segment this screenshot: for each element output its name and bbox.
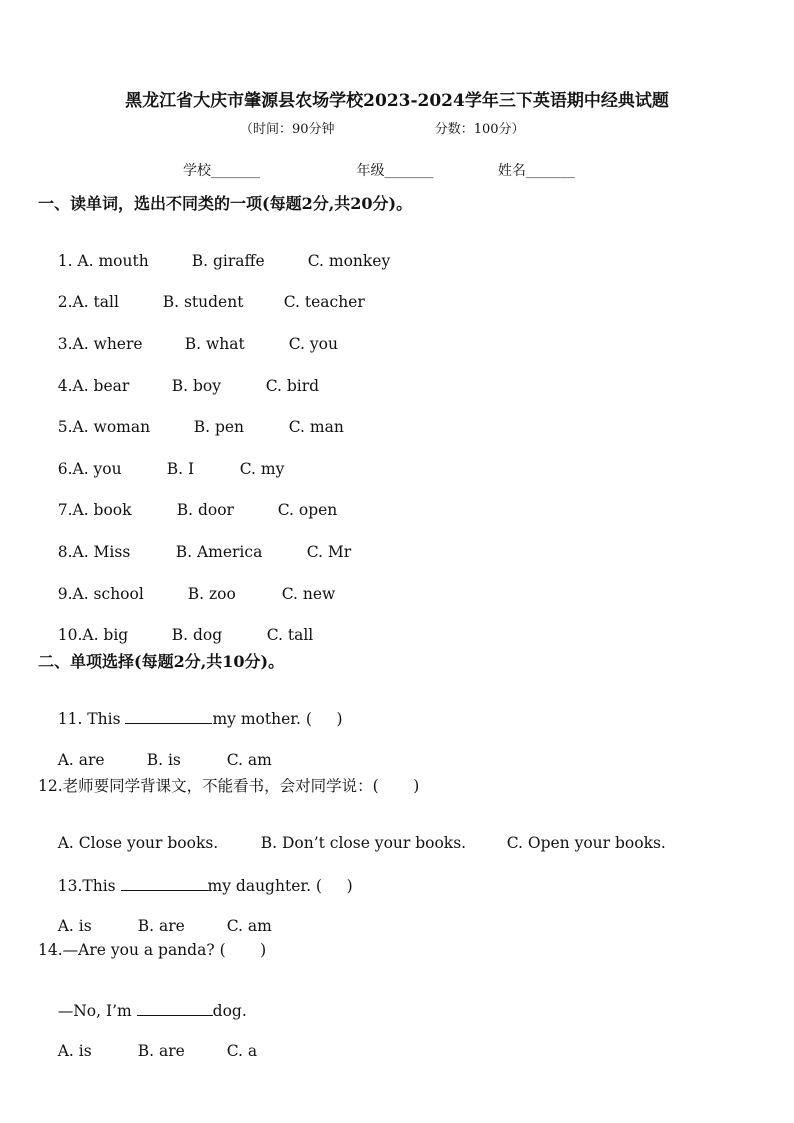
option-c: C. open [277, 501, 338, 519]
option-c: C. teacher [283, 293, 365, 311]
option-b: B. I [166, 460, 195, 478]
option-c: C. a [226, 1042, 258, 1060]
section-2-heading: 二、单项选择(每题2分,共10分)。 [38, 652, 285, 671]
option-a: 7.A. book [57, 501, 132, 519]
option-b: B. Don’t close your books. [260, 834, 467, 852]
school-field: 学校_______ [183, 163, 260, 179]
option-b: B. boy [171, 377, 221, 395]
name-field: 姓名_______ [497, 163, 575, 179]
option-b: B. pen [193, 418, 245, 436]
option-a: 1. A. mouth [57, 252, 149, 270]
grade-field: 年级_______ [356, 163, 434, 179]
option-c: C. bird [265, 377, 320, 395]
section-1-heading: 一、读单词，选出不同类的一项(每题2分,共20分)。 [38, 194, 413, 213]
question-12: 12.老师要同学背课文，不能看书，会对同学说：( ) [38, 777, 420, 795]
option-a: 10.A. big [57, 626, 129, 644]
option-b: B. student [162, 293, 244, 311]
option-b: B. are [137, 1042, 185, 1060]
exam-title: 黑龙江省大庆市肇源县农场学校2023-2024学年三下英语期中经典试题 [125, 91, 669, 111]
option-c: C. you [288, 335, 338, 353]
option-a: 8.A. Miss [57, 543, 131, 561]
option-a: A. are [57, 751, 105, 769]
question-14-options [38, 1024, 257, 1078]
option-a: 9.A. school [57, 585, 144, 603]
option-c: C. Mr [306, 543, 352, 561]
question-11-stem-start: 11. This [57, 710, 126, 728]
score-info: 分数：100分） [434, 122, 525, 137]
option-b: B. what [184, 335, 245, 353]
option-b: B. is [146, 751, 181, 769]
option-a: 6.A. you [57, 460, 122, 478]
option-c: C. am [226, 917, 272, 935]
option-c: C. Open your books. [506, 834, 666, 852]
answer-blank [121, 876, 208, 891]
option-c: C. man [288, 418, 344, 436]
answer-blank [125, 709, 212, 724]
option-b: B. door [176, 501, 234, 519]
option-a: 2.A. tall [57, 293, 119, 311]
question-14-stem-start: —No, I’m [57, 1002, 137, 1020]
option-b: B. giraffe [191, 252, 265, 270]
question-11-stem-end: my mother. ( ) [212, 710, 343, 728]
option-b: B. dog [171, 626, 223, 644]
option-b: B. America [175, 543, 263, 561]
student-fields [183, 160, 575, 180]
question-13-stem-end: my daughter. ( ) [207, 877, 353, 895]
option-a: 4.A. bear [57, 377, 130, 395]
question-14-stem-end: dog. [212, 1002, 247, 1020]
option-c: C. tall [266, 626, 314, 644]
question-13-stem-start: 13.This [57, 877, 121, 895]
option-c: C. am [226, 751, 272, 769]
option-c: C. monkey [307, 252, 391, 270]
option-a: A. Close your books. [57, 834, 219, 852]
option-a: A. is [57, 1042, 92, 1060]
time-info: （时间：90分钟 [240, 122, 335, 137]
option-c: C. new [281, 585, 336, 603]
exam-info [240, 118, 525, 137]
option-c: C. my [239, 460, 285, 478]
option-a: A. is [57, 917, 92, 935]
option-a: 3.A. where [57, 335, 143, 353]
option-a: 5.A. woman [57, 418, 151, 436]
option-b: B. are [137, 917, 185, 935]
option-b: B. zoo [187, 585, 236, 603]
answer-blank [137, 1001, 213, 1016]
question-14: 14.—Are you a panda? ( ) [38, 941, 267, 959]
